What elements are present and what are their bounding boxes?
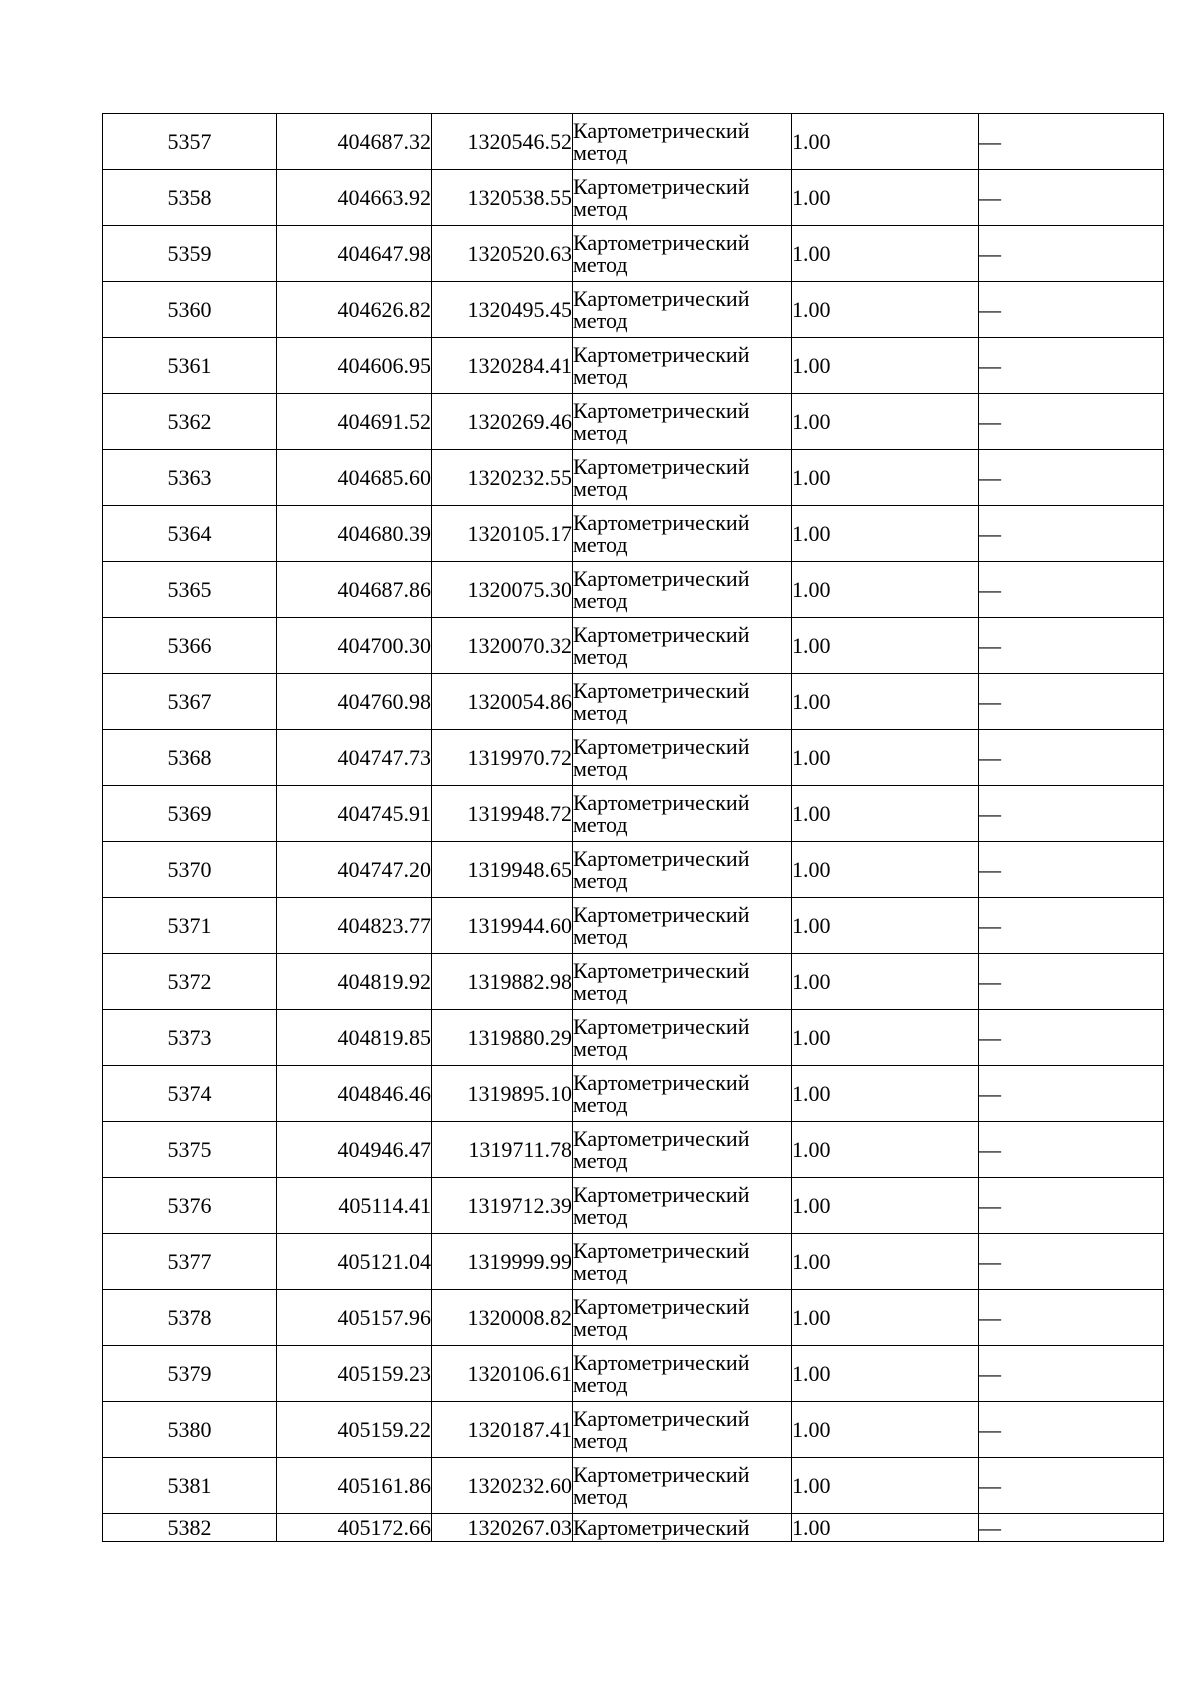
description-cell: — <box>979 1402 1164 1458</box>
method-cell <box>573 1290 792 1346</box>
method-line-2: метод <box>573 251 628 277</box>
point-number-cell: 5373 <box>103 1010 277 1066</box>
method-line-2: метод <box>573 1203 628 1229</box>
x-coordinate-cell: 404846.46 <box>277 1066 432 1122</box>
method-line-1: Картометрический <box>573 565 750 591</box>
y-coordinate-cell: 1320070.32 <box>432 618 573 674</box>
y-coordinate-cell: 1320106.61 <box>432 1346 573 1402</box>
point-number-cell: 5362 <box>103 394 277 450</box>
method-line-1: Картометрический <box>573 1069 750 1095</box>
y-coordinate-cell: 1319895.10 <box>432 1066 573 1122</box>
accuracy-cell: 1.00 <box>792 1010 979 1066</box>
accuracy-cell: 1.00 <box>792 786 979 842</box>
description-cell: — <box>979 506 1164 562</box>
description-cell: — <box>979 674 1164 730</box>
method-line-1: Картометрический <box>573 397 750 423</box>
description-cell: — <box>979 338 1164 394</box>
x-coordinate-cell: 404946.47 <box>277 1122 432 1178</box>
description-cell: — <box>979 786 1164 842</box>
table-row <box>103 954 1164 1010</box>
x-coordinate-cell: 405114.41 <box>277 1178 432 1234</box>
table-row <box>103 1346 1164 1402</box>
y-coordinate-cell: 1320520.63 <box>432 226 573 282</box>
point-number-cell: 5367 <box>103 674 277 730</box>
method-cell <box>573 338 792 394</box>
accuracy-cell: 1.00 <box>792 450 979 506</box>
x-coordinate-cell: 404663.92 <box>277 170 432 226</box>
point-number-cell: 5361 <box>103 338 277 394</box>
accuracy-cell: 1.00 <box>792 898 979 954</box>
table-row <box>103 842 1164 898</box>
method-line-1: Картометрический <box>573 789 750 815</box>
description-cell: — <box>979 1066 1164 1122</box>
method-line-2: метод <box>573 643 628 669</box>
method-cell <box>573 674 792 730</box>
accuracy-cell: 1.00 <box>792 618 979 674</box>
table-row <box>103 226 1164 282</box>
point-number-cell: 5359 <box>103 226 277 282</box>
accuracy-cell: 1.00 <box>792 226 979 282</box>
method-cell <box>573 898 792 954</box>
point-number-cell: 5370 <box>103 842 277 898</box>
x-coordinate-cell: 404685.60 <box>277 450 432 506</box>
point-number-cell: 5371 <box>103 898 277 954</box>
method-line-1: Картометрический <box>573 117 750 143</box>
description-cell: — <box>979 450 1164 506</box>
point-number-cell: 5357 <box>103 114 277 170</box>
y-coordinate-cell: 1319944.60 <box>432 898 573 954</box>
point-number-cell: 5376 <box>103 1178 277 1234</box>
description-cell: — <box>979 114 1164 170</box>
method-line-1: Картометрический <box>573 173 750 199</box>
method-line-2: метод <box>573 307 628 333</box>
description-cell: — <box>979 842 1164 898</box>
accuracy-cell: 1.00 <box>792 954 979 1010</box>
accuracy-cell: 1.00 <box>792 730 979 786</box>
method-line-2: метод <box>573 1315 628 1341</box>
y-coordinate-cell: 1319948.65 <box>432 842 573 898</box>
method-cell <box>573 1178 792 1234</box>
table-row <box>103 506 1164 562</box>
table-row <box>103 1290 1164 1346</box>
method-cell <box>573 1514 792 1542</box>
method-cell <box>573 170 792 226</box>
accuracy-cell: 1.00 <box>792 394 979 450</box>
x-coordinate-cell: 404745.91 <box>277 786 432 842</box>
method-line-1: Картометрический <box>573 677 750 703</box>
method-cell <box>573 394 792 450</box>
method-line-2: метод <box>573 1371 628 1397</box>
method-cell <box>573 506 792 562</box>
description-cell: — <box>979 898 1164 954</box>
x-coordinate-cell: 405157.96 <box>277 1290 432 1346</box>
description-cell: — <box>979 954 1164 1010</box>
accuracy-cell: 1.00 <box>792 1346 979 1402</box>
method-line-1: Картометрический <box>573 901 750 927</box>
y-coordinate-cell: 1319970.72 <box>432 730 573 786</box>
table-row <box>103 1458 1164 1514</box>
method-line-1: Картометрический <box>573 229 750 255</box>
y-coordinate-cell: 1319948.72 <box>432 786 573 842</box>
method-line-2: метод <box>573 419 628 445</box>
method-cell <box>573 226 792 282</box>
table-row <box>103 1514 1164 1542</box>
method-cell <box>573 1402 792 1458</box>
x-coordinate-cell: 405159.22 <box>277 1402 432 1458</box>
y-coordinate-cell: 1320232.55 <box>432 450 573 506</box>
table-row <box>103 1066 1164 1122</box>
method-line-2: метод <box>573 867 628 893</box>
table-row <box>103 1178 1164 1234</box>
point-number-cell: 5377 <box>103 1234 277 1290</box>
method-line-2: метод <box>573 1259 628 1285</box>
method-cell <box>573 842 792 898</box>
method-line-2: метод <box>573 363 628 389</box>
accuracy-cell: 1.00 <box>792 1290 979 1346</box>
method-line-2: метод <box>573 811 628 837</box>
description-cell: — <box>979 170 1164 226</box>
table-row <box>103 394 1164 450</box>
accuracy-cell: 1.00 <box>792 674 979 730</box>
method-cell <box>573 1234 792 1290</box>
point-number-cell: 5379 <box>103 1346 277 1402</box>
method-line-2: метод <box>573 923 628 949</box>
description-cell: — <box>979 1010 1164 1066</box>
method-cell <box>573 954 792 1010</box>
point-number-cell: 5382 <box>103 1514 277 1542</box>
description-cell: — <box>979 562 1164 618</box>
method-cell <box>573 282 792 338</box>
y-coordinate-cell: 1320546.52 <box>432 114 573 170</box>
accuracy-cell: 1.00 <box>792 1178 979 1234</box>
point-number-cell: 5369 <box>103 786 277 842</box>
description-cell: — <box>979 1290 1164 1346</box>
x-coordinate-cell: 404687.32 <box>277 114 432 170</box>
table-row <box>103 114 1164 170</box>
method-line-2: метод <box>573 1483 628 1509</box>
description-cell: — <box>979 1346 1164 1402</box>
description-cell: — <box>979 282 1164 338</box>
description-cell: — <box>979 1514 1164 1542</box>
method-line-2: метод <box>573 699 628 725</box>
y-coordinate-cell: 1320267.03 <box>432 1514 573 1542</box>
description-cell: — <box>979 618 1164 674</box>
method-line-1: Картометрический <box>573 733 750 759</box>
y-coordinate-cell: 1319882.98 <box>432 954 573 1010</box>
x-coordinate-cell: 404680.39 <box>277 506 432 562</box>
method-line-1: Картометрический <box>573 621 750 647</box>
accuracy-cell: 1.00 <box>792 842 979 898</box>
method-line-2: метод <box>573 1035 628 1061</box>
method-line-1: Картометрический <box>573 341 750 367</box>
method-line-1: Картометрический <box>573 1405 750 1431</box>
table-row <box>103 898 1164 954</box>
y-coordinate-cell: 1320187.41 <box>432 1402 573 1458</box>
method-line-1: Картометрический <box>573 1293 750 1319</box>
accuracy-cell: 1.00 <box>792 562 979 618</box>
point-number-cell: 5374 <box>103 1066 277 1122</box>
description-cell: — <box>979 226 1164 282</box>
point-number-cell: 5380 <box>103 1402 277 1458</box>
method-cell <box>573 1010 792 1066</box>
point-number-cell: 5381 <box>103 1458 277 1514</box>
x-coordinate-cell: 404626.82 <box>277 282 432 338</box>
y-coordinate-cell: 1320008.82 <box>432 1290 573 1346</box>
accuracy-cell: 1.00 <box>792 338 979 394</box>
point-number-cell: 5372 <box>103 954 277 1010</box>
method-line-2: метод <box>573 1147 628 1173</box>
method-cell <box>573 786 792 842</box>
table-row <box>103 562 1164 618</box>
y-coordinate-cell: 1320054.86 <box>432 674 573 730</box>
accuracy-cell: 1.00 <box>792 506 979 562</box>
method-line-2: метод <box>573 755 628 781</box>
coordinates-table-body <box>103 114 1164 1542</box>
table-row <box>103 282 1164 338</box>
y-coordinate-cell: 1320232.60 <box>432 1458 573 1514</box>
table-row <box>103 786 1164 842</box>
accuracy-cell: 1.00 <box>792 282 979 338</box>
method-line-1: Картометрический <box>573 509 750 535</box>
accuracy-cell: 1.00 <box>792 1458 979 1514</box>
description-cell: — <box>979 1178 1164 1234</box>
coordinates-table <box>102 113 1164 1542</box>
method-line-2: метод <box>573 475 628 501</box>
x-coordinate-cell: 404747.20 <box>277 842 432 898</box>
table-row <box>103 338 1164 394</box>
point-number-cell: 5366 <box>103 618 277 674</box>
point-number-cell: 5378 <box>103 1290 277 1346</box>
accuracy-cell: 1.00 <box>792 1122 979 1178</box>
method-line-2: метод <box>573 587 628 613</box>
method-line-1: Картометрический <box>573 1349 750 1375</box>
x-coordinate-cell: 404691.52 <box>277 394 432 450</box>
table-row <box>103 618 1164 674</box>
x-coordinate-cell: 404700.30 <box>277 618 432 674</box>
x-coordinate-cell: 404819.85 <box>277 1010 432 1066</box>
x-coordinate-cell: 404823.77 <box>277 898 432 954</box>
table-row <box>103 1122 1164 1178</box>
method-cell <box>573 1122 792 1178</box>
table-row <box>103 450 1164 506</box>
method-line-2: метод <box>573 195 628 221</box>
method-cell <box>573 1066 792 1122</box>
accuracy-cell: 1.00 <box>792 1234 979 1290</box>
y-coordinate-cell: 1319711.78 <box>432 1122 573 1178</box>
point-number-cell: 5363 <box>103 450 277 506</box>
description-cell: — <box>979 1234 1164 1290</box>
y-coordinate-cell: 1319712.39 <box>432 1178 573 1234</box>
point-number-cell: 5368 <box>103 730 277 786</box>
x-coordinate-cell: 405161.86 <box>277 1458 432 1514</box>
y-coordinate-cell: 1320105.17 <box>432 506 573 562</box>
x-coordinate-cell: 404687.86 <box>277 562 432 618</box>
y-coordinate-cell: 1320495.45 <box>432 282 573 338</box>
method-cell <box>573 450 792 506</box>
method-cell <box>573 1346 792 1402</box>
method-cell <box>573 562 792 618</box>
method-line-1: Картометрический <box>573 957 750 983</box>
y-coordinate-cell: 1319880.29 <box>432 1010 573 1066</box>
table-row <box>103 730 1164 786</box>
method-line-2: метод <box>573 979 628 1005</box>
method-line-1: Картометрический <box>573 1514 750 1540</box>
accuracy-cell: 1.00 <box>792 1066 979 1122</box>
y-coordinate-cell: 1320075.30 <box>432 562 573 618</box>
point-number-cell: 5358 <box>103 170 277 226</box>
description-cell: — <box>979 730 1164 786</box>
table-row <box>103 170 1164 226</box>
x-coordinate-cell: 405172.66 <box>277 1514 432 1542</box>
point-number-cell: 5364 <box>103 506 277 562</box>
point-number-cell: 5360 <box>103 282 277 338</box>
method-line-1: Картометрический <box>573 845 750 871</box>
method-cell <box>573 1458 792 1514</box>
table-row <box>103 1402 1164 1458</box>
accuracy-cell: 1.00 <box>792 170 979 226</box>
table-row <box>103 1234 1164 1290</box>
method-line-1: Картометрический <box>573 1461 750 1487</box>
description-cell: — <box>979 1458 1164 1514</box>
method-cell <box>573 114 792 170</box>
y-coordinate-cell: 1320269.46 <box>432 394 573 450</box>
method-line-1: Картометрический <box>573 453 750 479</box>
description-cell: — <box>979 394 1164 450</box>
method-line-2: метод <box>573 139 628 165</box>
y-coordinate-cell: 1320284.41 <box>432 338 573 394</box>
method-line-1: Картометрический <box>573 285 750 311</box>
y-coordinate-cell: 1319999.99 <box>432 1234 573 1290</box>
method-cell <box>573 730 792 786</box>
x-coordinate-cell: 404819.92 <box>277 954 432 1010</box>
description-cell: — <box>979 1122 1164 1178</box>
point-number-cell: 5375 <box>103 1122 277 1178</box>
x-coordinate-cell: 405159.23 <box>277 1346 432 1402</box>
y-coordinate-cell: 1320538.55 <box>432 170 573 226</box>
method-line-2: метод <box>573 531 628 557</box>
table-row <box>103 674 1164 730</box>
x-coordinate-cell: 404606.95 <box>277 338 432 394</box>
method-line-2: метод <box>573 1427 628 1453</box>
x-coordinate-cell: 404647.98 <box>277 226 432 282</box>
method-line-1: Картометрический <box>573 1237 750 1263</box>
accuracy-cell: 1.00 <box>792 1402 979 1458</box>
table-row <box>103 1010 1164 1066</box>
accuracy-cell: 1.00 <box>792 1514 979 1542</box>
method-line-2: метод <box>573 1091 628 1117</box>
x-coordinate-cell: 404747.73 <box>277 730 432 786</box>
method-line-1: Картометрический <box>573 1181 750 1207</box>
method-line-1: Картометрический <box>573 1125 750 1151</box>
x-coordinate-cell: 404760.98 <box>277 674 432 730</box>
method-line-1: Картометрический <box>573 1013 750 1039</box>
x-coordinate-cell: 405121.04 <box>277 1234 432 1290</box>
accuracy-cell: 1.00 <box>792 114 979 170</box>
point-number-cell: 5365 <box>103 562 277 618</box>
method-cell <box>573 618 792 674</box>
